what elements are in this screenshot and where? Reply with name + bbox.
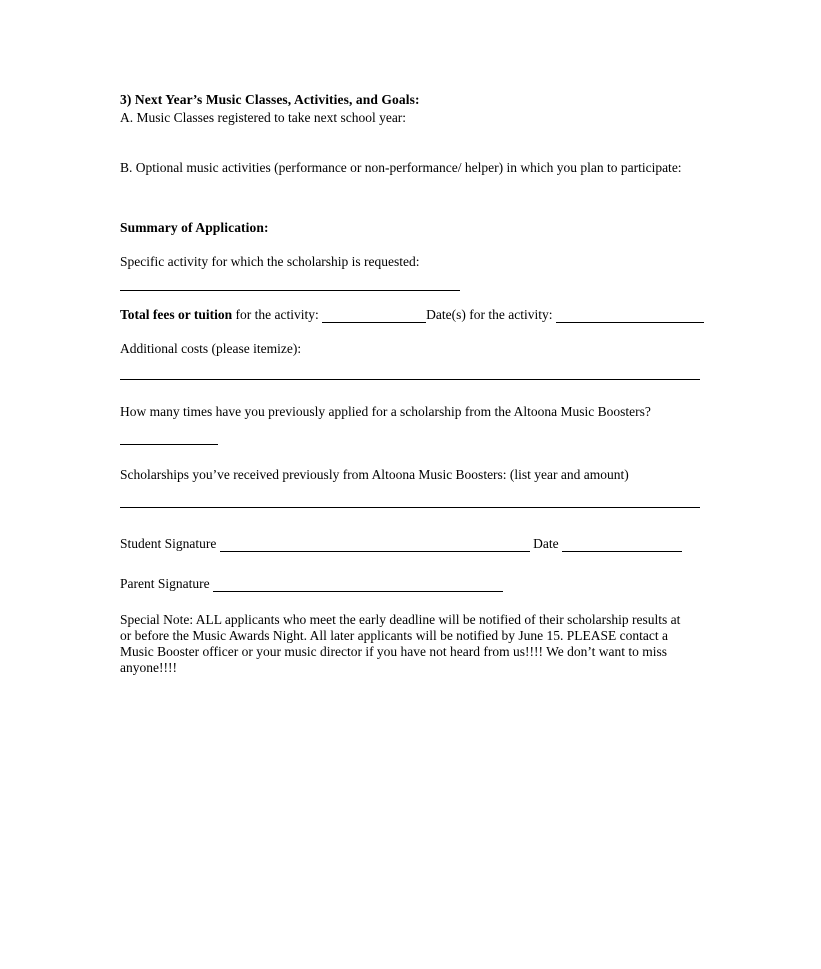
spacer (120, 291, 700, 307)
spacer (120, 592, 700, 612)
parent-signature-row (120, 576, 700, 592)
spacer (120, 483, 700, 507)
spacer (120, 238, 700, 254)
section-3-item-b: B. Optional music activities (performance or non-performance/ helper) in which you plan to participate: (120, 160, 682, 175)
fees-label-rest: for the activity: (232, 307, 319, 322)
dates-blank-line[interactable] (556, 310, 704, 323)
spacer (120, 270, 700, 290)
spacer (120, 508, 700, 536)
fees-blank-line[interactable] (322, 310, 426, 323)
summary-heading: Summary of Application: (120, 220, 269, 235)
previous-applications-label: How many times have you previously applied for a scholarship from the Altoona Music Boosters? (120, 404, 651, 419)
spacer (120, 552, 700, 576)
previous-scholarships-label: Scholarships you’ve received previously from Altoona Music Boosters: (list year and amount) (120, 467, 629, 482)
date-label: Date (533, 536, 559, 551)
parent-signature-label: Parent Signature (120, 576, 210, 591)
student-signature-blank-line[interactable] (220, 539, 530, 552)
spacer (120, 420, 700, 444)
spacer (120, 323, 700, 341)
spacer (120, 380, 700, 404)
section-3-heading: 3) Next Year’s Music Classes, Activities, and Goals: (120, 92, 420, 107)
specific-activity-label: Specific activity for which the scholarship is requested: (120, 254, 420, 269)
additional-costs-label: Additional costs (please itemize): (120, 341, 302, 356)
fees-label-bold: Total fees or tuition (120, 307, 233, 322)
date-blank-line[interactable] (562, 539, 682, 552)
student-signature-row (120, 536, 700, 552)
spacer (120, 176, 700, 220)
section-3-item-a: A. Music Classes registered to take next school year: (120, 110, 407, 125)
document-body (120, 92, 700, 676)
special-note: Special Note: ALL applicants who meet the early deadline will be notified of their scholarship results at or before the Music Awards Night. All later applicants will be notified by June 15. PLEASE contact a Music Booster officer or your music director if you have not heard from us!!!! We don’t want to miss anyone!!!! (120, 612, 681, 675)
fees-row (120, 307, 700, 323)
spacer (120, 126, 700, 160)
spacer (120, 357, 700, 379)
parent-signature-blank-line[interactable] (213, 579, 503, 592)
dates-label: Date(s) for the activity: (426, 307, 553, 322)
spacer (120, 445, 700, 467)
student-signature-label: Student Signature (120, 536, 217, 551)
